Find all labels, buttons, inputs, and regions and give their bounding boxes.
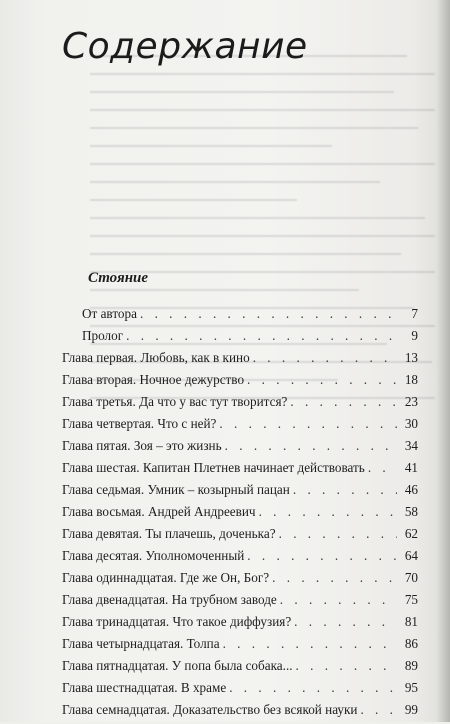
toc-entry-page-number: 95: [404, 680, 418, 695]
toc-entry-label: Глава одиннадцатая. Где же Он, Бог?: [62, 570, 270, 585]
page-gutter-shadow: [436, 0, 450, 722]
toc-entry-label: Глава седьмая. Умник – козырный пацан: [62, 482, 290, 497]
toc-entry-label: Глава девятая. Ты плачешь, доченька?: [62, 526, 276, 541]
table-of-contents: [62, 306, 418, 724]
toc-entry-page-number: 81: [404, 614, 418, 629]
dot-leader: [223, 636, 397, 652]
toc-entry-page-number: 18: [404, 372, 418, 387]
toc-entry-label: Глава пятая. Зоя – это жизнь: [62, 438, 222, 453]
dot-leader: [296, 658, 397, 674]
dot-leader: [140, 306, 397, 322]
toc-entry-label: Пролог: [82, 328, 124, 343]
section-heading: Стояние: [88, 270, 149, 286]
toc-entry: [62, 416, 418, 438]
page-title: Содержание: [62, 26, 308, 67]
toc-entry-page-number: 64: [404, 548, 418, 563]
dot-leader: [279, 526, 397, 542]
toc-entry-label: Глава тринадцатая. Что такое диффузия?: [62, 614, 292, 629]
toc-entry: [62, 504, 418, 526]
toc-entry: [62, 614, 418, 636]
dot-leader: [247, 548, 397, 564]
toc-entry-page-number: 75: [404, 592, 418, 607]
toc-entry-label: Глава шестнадцатая. В храме: [62, 680, 227, 695]
toc-entry-label: Глава пятнадцатая. У попа была собака...: [62, 658, 293, 673]
toc-entry-page-number: 9: [411, 328, 418, 343]
toc-entry-label: Глава двенадцатая. На трубном заводе: [62, 592, 277, 607]
toc-entry-label: Глава вторая. Ночное дежурство: [62, 372, 245, 387]
toc-entry-page-number: 7: [411, 306, 418, 321]
toc-entry-page-number: 99: [404, 702, 418, 717]
toc-entry-label: Глава четвертая. Что с ней?: [62, 416, 217, 431]
dot-leader: [253, 350, 397, 366]
dot-leader: [259, 504, 397, 520]
toc-entry: [62, 548, 418, 570]
dot-leader: [368, 460, 397, 476]
toc-entry-page-number: 58: [404, 504, 418, 519]
toc-entry-page-number: 34: [404, 438, 418, 453]
toc-entry: [62, 570, 418, 592]
toc-entry: [62, 460, 418, 482]
toc-entry: [62, 702, 418, 724]
dot-leader: [219, 416, 397, 432]
dot-leader: [290, 394, 397, 410]
toc-entry: [62, 394, 418, 416]
toc-entry: [62, 526, 418, 548]
dot-leader: [294, 614, 397, 630]
dot-leader: [247, 372, 397, 388]
toc-entry: [62, 482, 418, 504]
toc-entry-page-number: 70: [404, 570, 418, 585]
toc-entry-page-number: 86: [404, 636, 418, 651]
toc-entry-label: Глава шестая. Капитан Плетнев начинает действовать: [62, 460, 365, 475]
toc-entry-page-number: 62: [404, 526, 418, 541]
toc-entry-page-number: 46: [404, 482, 418, 497]
toc-entry: [62, 658, 418, 680]
dot-leader: [360, 702, 397, 718]
toc-entry-page-number: 23: [404, 394, 418, 409]
toc-entry-page-number: 13: [404, 350, 418, 365]
toc-entry-label: Глава семнадцатая. Доказательство без всякой науки: [62, 702, 358, 717]
toc-entry-page-number: 30: [404, 416, 418, 431]
dot-leader: [293, 482, 397, 498]
toc-entry-label: Глава третья. Да что у вас тут творится?: [62, 394, 288, 409]
toc-entry-page-number: 89: [404, 658, 418, 673]
toc-entry: [62, 636, 418, 658]
dot-leader: [126, 328, 397, 344]
toc-entry-label: Глава восьмая. Андрей Андреевич: [62, 504, 256, 519]
toc-entry: [62, 328, 418, 350]
toc-entry: [62, 306, 418, 328]
toc-entry: [62, 592, 418, 614]
toc-entry-page-number: 41: [404, 460, 418, 475]
toc-entry-label: Глава первая. Любовь, как в кино: [62, 350, 250, 365]
toc-entry: [62, 350, 418, 372]
toc-entry: [62, 438, 418, 460]
dot-leader: [272, 570, 397, 586]
dot-leader: [229, 680, 397, 696]
dot-leader: [225, 438, 397, 454]
toc-entry: [62, 372, 418, 394]
toc-entry-label: Глава десятая. Уполномоченный: [62, 548, 245, 563]
toc-entry: [62, 680, 418, 702]
toc-entry-label: Глава четырнадцатая. Толпа: [62, 636, 220, 651]
dot-leader: [280, 592, 397, 608]
toc-entry-label: От автора: [82, 306, 137, 321]
